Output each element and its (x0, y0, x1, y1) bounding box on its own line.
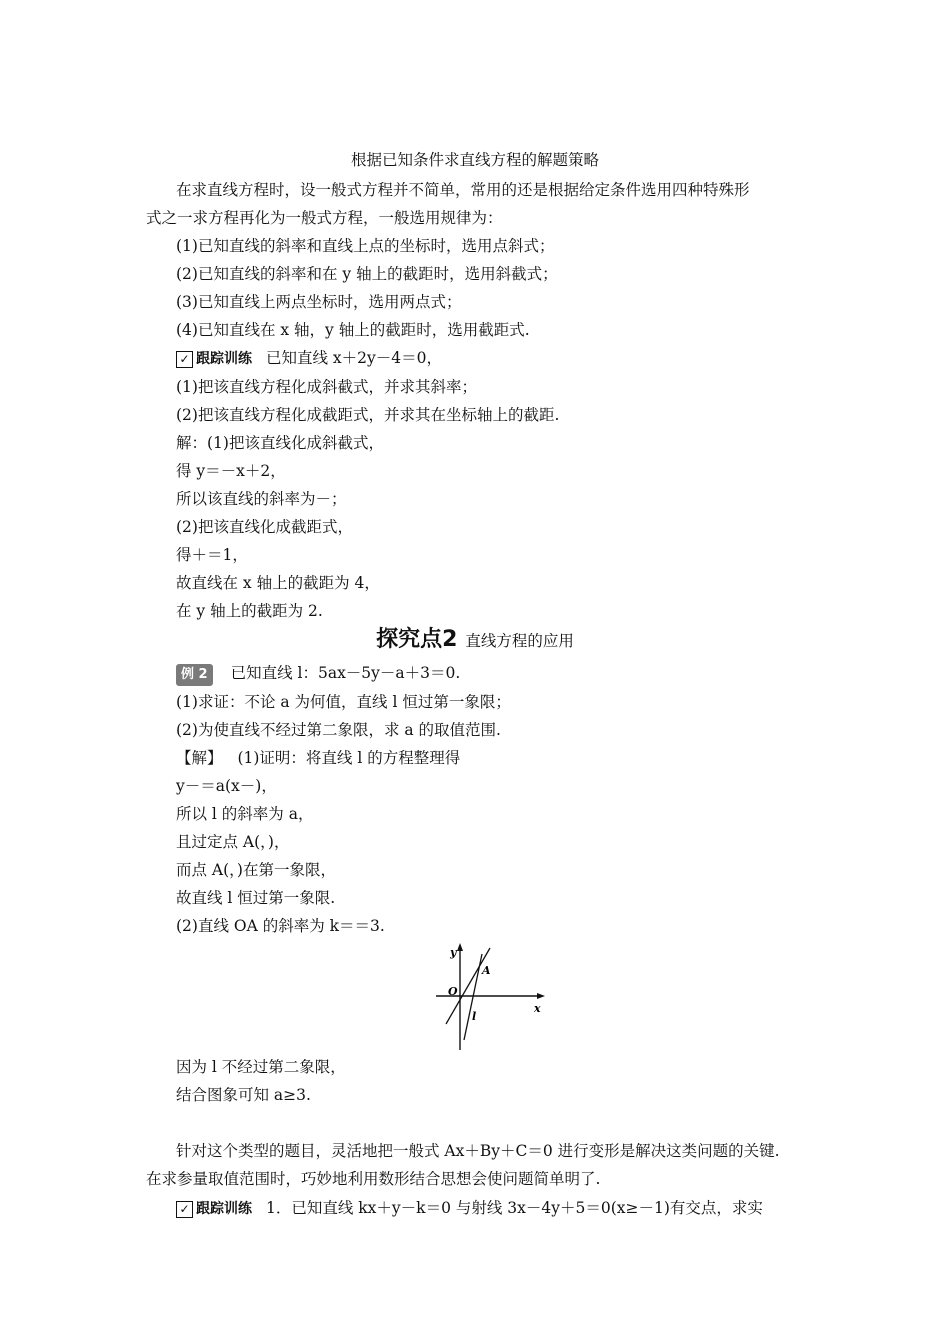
solution-line: 得＋＝1， (176, 546, 248, 564)
rule-item: (1)已知直线的斜率和直线上点的坐标时，选用点斜式； (176, 237, 555, 255)
example-badge: 例 2 (176, 664, 213, 686)
summary-line-2: 在求参量取值范围时，巧妙地利用数形结合思想会使问题简单明了. (146, 1170, 601, 1188)
example-solution-line: y－＝a(x－)， (176, 777, 277, 795)
y-axis-arrow (457, 943, 463, 951)
example-stem-text: 已知直线 l：5ax－5y－a＋3＝0. (230, 664, 461, 682)
track-2-text: 1．已知直线 kx＋y－k＝0 与射线 3x－4y＋5＝0(x≥－1)有交点，求实 (266, 1199, 763, 1217)
example-solution-line: 故直线 l 恒过第一象限. (176, 889, 336, 907)
rule-item: (4)已知直线在 x 轴，y 轴上的截距时，选用截距式. (176, 321, 530, 339)
example-conclusion-line: 结合图象可知 a≥3. (176, 1086, 311, 1104)
check-icon: ✓ (176, 351, 193, 368)
x-axis-arrow (537, 993, 545, 999)
track-exercise-1 (176, 348, 442, 369)
solution-line: (2)把该直线化成截距式， (176, 518, 353, 536)
coordinate-figure (430, 940, 550, 1052)
solution-line: 得 y＝－x＋2， (176, 462, 286, 480)
rule-item: (2)已知直线的斜率和在 y 轴上的截距时，选用斜截式； (176, 265, 558, 283)
example-conclusion-line: 因为 l 不经过第二象限， (176, 1058, 346, 1076)
solution-line: 故直线在 x 轴上的截距为 4， (176, 574, 380, 592)
example-solution-line: 所以 l 的斜率为 a， (176, 805, 314, 823)
origin-label: O (448, 985, 458, 998)
example-solution-line: 而点 A(，)在第一象限， (176, 861, 336, 879)
example-solution-line: (2)直线 OA 的斜率为 k＝＝3. (176, 917, 385, 935)
example-solution-start (176, 748, 460, 768)
solution-line: 解：(1)把该直线化成斜截式， (176, 434, 384, 452)
x-axis-label: x (534, 1002, 541, 1015)
rule-item: (3)已知直线上两点坐标时，选用两点式； (176, 293, 462, 311)
track-badge (176, 349, 252, 369)
example-question-1: (1)求证：不论 a 为何值，直线 l 恒过第一象限； (176, 693, 511, 711)
track-question-1: (1)把该直线方程化成斜截式，并求其斜率； (176, 378, 477, 396)
check-icon: ✓ (176, 1201, 193, 1218)
track-exercise-2 (176, 1198, 763, 1219)
example-stem (176, 663, 460, 686)
track-badge (176, 1199, 252, 1219)
track-badge-label: 跟踪训练 (196, 351, 252, 367)
summary-line-1: 针对这个类型的题目，灵活地把一般式 Ax＋By＋C＝0 进行变形是解决这类问题的关键. (176, 1142, 780, 1160)
example-solution-line: 且过定点 A(，)， (176, 833, 290, 851)
section-heading (0, 626, 950, 655)
solution-first-line: (1)证明：将直线 l 的方程整理得 (237, 749, 461, 767)
intro-line-1: 在求直线方程时，设一般式方程并不简单，常用的还是根据给定条件选用四种特殊形 (176, 181, 750, 199)
solution-tag: 【解】 (176, 749, 223, 767)
track-question-2: (2)把该直线方程化成截距式，并求其在坐标轴上的截距. (176, 406, 560, 424)
intro-line-2: 式之一求方程再化为一般式方程，一般选用规律为： (146, 209, 503, 227)
solution-line: 所以该直线的斜率为－； (176, 490, 347, 508)
line-l-label: l (472, 1010, 477, 1023)
line-l (464, 954, 482, 1040)
example-question-2: (2)为使直线不经过第二象限，求 a 的取值范围. (176, 721, 501, 739)
y-axis-label: y (450, 946, 457, 959)
page-title: 根据已知条件求直线方程的解题策略 (350, 151, 599, 169)
track-badge-label: 跟踪训练 (196, 1201, 252, 1217)
section-subtitle: 直线方程的应用 (465, 632, 574, 650)
point-a-label: A (482, 964, 491, 977)
section-number: 探究点2 (376, 627, 458, 652)
solution-line: 在 y 轴上的截距为 2. (176, 602, 323, 620)
track-stem: 已知直线 x＋2y－4＝0， (266, 349, 443, 367)
